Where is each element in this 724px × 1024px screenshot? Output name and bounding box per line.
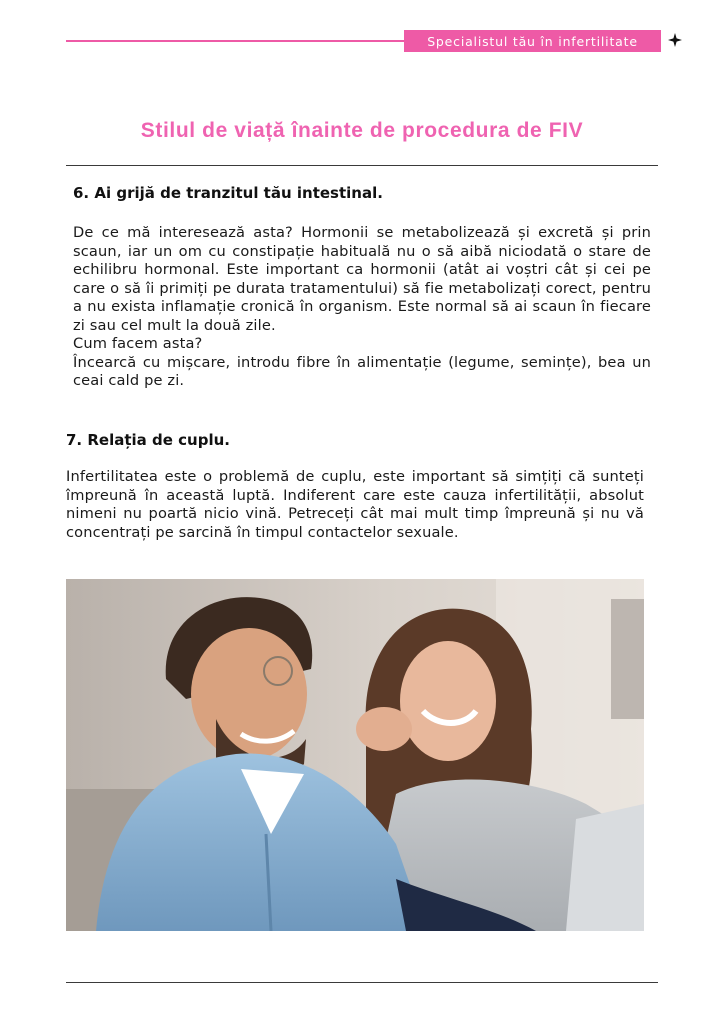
answer-line: Încearcă cu mișcare, introdu fibre în alimentație (legume, semințe), bea un ceai cald pe zi. bbox=[73, 353, 651, 389]
sparkle-icon bbox=[666, 29, 684, 51]
question-line: Cum facem asta? bbox=[73, 335, 203, 352]
couple-photo bbox=[66, 579, 644, 931]
section-body-cuplu: Infertilitatea este o problemă de cuplu, este important să simțiți că sunteți împreună în această luptă. Indiferent care este cauza infertilității, absolut nimeni nu poartă nicio vină. Petreceți cât mai mult timp împreună și nu vă concentrați pe sarcină în timpul contactelor sexuale. bbox=[66, 468, 644, 541]
header-rule bbox=[66, 40, 406, 42]
section-heading-cuplu: 7. Relația de cuplu. bbox=[66, 431, 230, 449]
section-body-tranzit bbox=[73, 224, 651, 391]
page-title: Stilul de viață înainte de procedura de FIV bbox=[140, 119, 584, 142]
footer-divider bbox=[66, 982, 658, 983]
brand-tag: Specialistul tău în infertilitate bbox=[404, 30, 661, 52]
paragraph: De ce mă interesează asta? Hormonii se metabolizează și excretă și prin scaun, iar un om cu constipație habituală nu o să aibă niciodată o stare de echilibru hormonal. Este important ca hormonii (atât ai voștri cât și cei pe care o să îi primiți pe durata tratamentului) să fie metabolizați corect, pentru a nu exista inflamație cronică în organism. Este normal să ai scaun în fiecare zi sau cel mult la două zile. bbox=[73, 224, 651, 334]
section-heading-tranzit: 6. Ai grijă de tranzitul tău intestinal. bbox=[73, 184, 383, 202]
title-divider bbox=[66, 165, 658, 166]
